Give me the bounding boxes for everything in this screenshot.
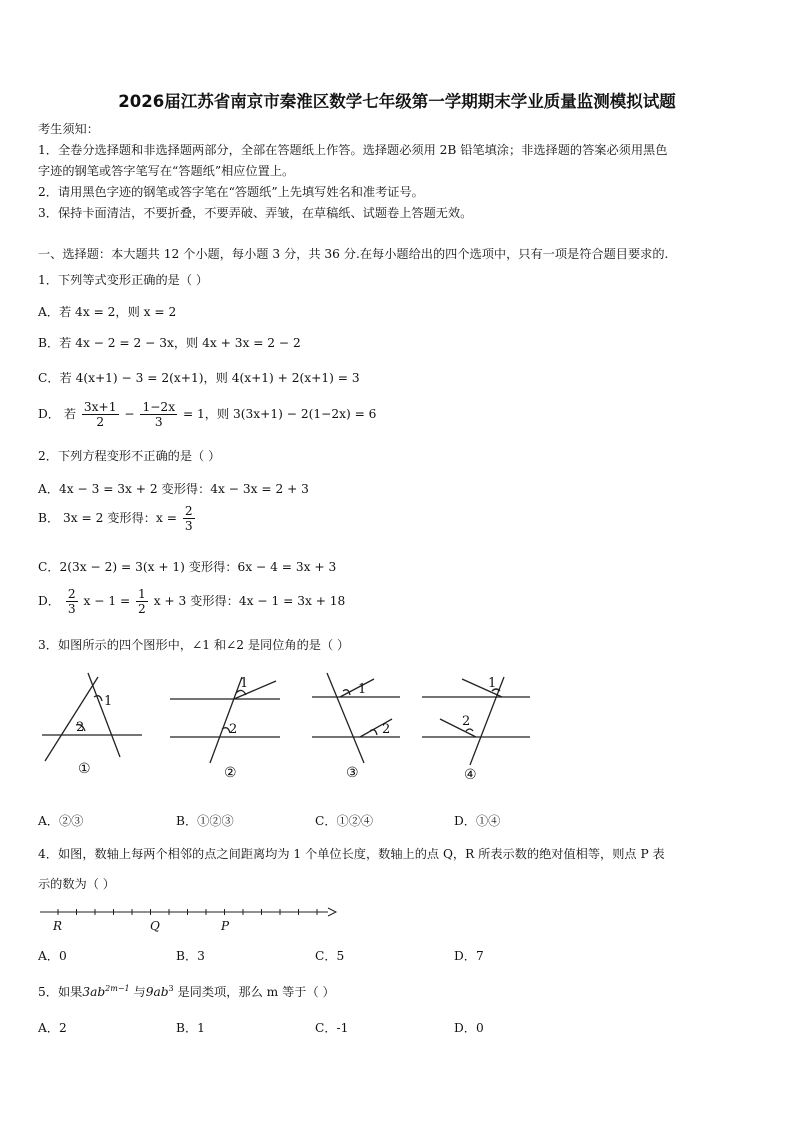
option-text: 若 4x = 2，则 x = 2 bbox=[59, 305, 177, 319]
option-text: 0 bbox=[475, 1021, 484, 1035]
question-1-stem: 1．下列等式变形正确的是（ ） bbox=[38, 273, 209, 287]
angle-arc bbox=[466, 729, 473, 731]
option-text: ①④ bbox=[475, 814, 501, 828]
q4-option-c bbox=[315, 947, 344, 964]
option-text: -1 bbox=[336, 1021, 349, 1035]
option-text: 2 bbox=[59, 1021, 67, 1035]
option-text: ②③ bbox=[59, 814, 84, 828]
angle-label: 2 bbox=[76, 720, 85, 735]
axis-arrow bbox=[328, 908, 336, 916]
angle-figures bbox=[30, 665, 550, 790]
angle-label: 2 bbox=[229, 722, 238, 737]
denominator: 2 bbox=[138, 602, 146, 617]
option-label: C． bbox=[315, 814, 337, 828]
option-label: D． bbox=[38, 594, 60, 609]
fraction bbox=[140, 400, 177, 429]
numerator: 1−2x bbox=[142, 400, 176, 414]
option-text: x − 1 = bbox=[83, 594, 131, 609]
q1-option-d bbox=[38, 400, 376, 429]
point-label-p: P bbox=[221, 919, 230, 933]
angle-label: 1 bbox=[240, 676, 249, 691]
point-label-r: R bbox=[53, 919, 63, 933]
angle-label: 2 bbox=[462, 714, 471, 729]
option-text: x + 3 变形得：4x − 1 = 3x + 18 bbox=[153, 594, 346, 609]
figure-label: ① bbox=[78, 761, 91, 777]
option-label: A． bbox=[38, 814, 59, 828]
option-text: 3 bbox=[197, 949, 205, 963]
angle-label: 1 bbox=[488, 676, 497, 691]
q1-option-a bbox=[38, 303, 176, 320]
transversal-line bbox=[210, 677, 242, 763]
q2-option-d bbox=[38, 587, 345, 616]
section-heading: 一、选择题：本大题共 12 个小题，每小题 3 分，共 36 分.在每小题给出的四个选项中，只有一项是符合题目要求的. bbox=[38, 247, 669, 261]
option-label: D． bbox=[454, 814, 476, 828]
notice-item: 字迹的钢笔或答字笔写在“答题纸”相应位置上。 bbox=[38, 164, 295, 178]
notice-item: 1．全卷分选择题和非选择题两部分，全部在答题纸上作答。选择题必须用 2B 铅笔填涂；非选择题的答案必须用黑色 bbox=[38, 143, 668, 157]
denominator: 3 bbox=[184, 519, 193, 534]
q5-option-c bbox=[315, 1019, 348, 1036]
denominator: 2 bbox=[96, 415, 105, 430]
q5-option-b bbox=[176, 1019, 205, 1036]
option-label: D． bbox=[454, 949, 476, 963]
option-text: 若 bbox=[63, 407, 77, 422]
option-label: C． bbox=[315, 949, 337, 963]
numerator: 2 bbox=[67, 587, 76, 601]
option-label: B． bbox=[176, 949, 198, 963]
q1-option-c bbox=[38, 369, 360, 386]
q4-option-a bbox=[38, 947, 67, 964]
option-text: 0 bbox=[59, 949, 67, 963]
transversal-line bbox=[45, 677, 98, 761]
q3-option-b bbox=[176, 812, 234, 829]
notice-item: 3．保持卡面清洁，不要折叠，不要弄破、弄皱，在草稿纸、试题卷上答题无效。 bbox=[38, 206, 473, 220]
stem-text: 与 bbox=[133, 985, 146, 999]
option-text: 3x = 2 变形得：x = bbox=[63, 511, 177, 526]
q4-option-b bbox=[176, 947, 205, 964]
option-text: = 1，则 3(3x+1) − 2(1−2x) = 6 bbox=[182, 407, 377, 422]
angle-label: 2 bbox=[382, 722, 391, 737]
angle-arc bbox=[370, 730, 377, 735]
option-text: 5 bbox=[336, 949, 345, 963]
q5-option-a bbox=[38, 1019, 67, 1036]
numerator: 3x+1 bbox=[83, 400, 117, 414]
figure-label: ③ bbox=[346, 765, 359, 781]
exponent: 3 bbox=[168, 983, 174, 993]
option-text: 2(3x − 2) = 3(x + 1) 变形得：6x − 4 = 3x + 3 bbox=[59, 560, 337, 574]
q5-option-d bbox=[454, 1019, 484, 1036]
option-label: B． bbox=[38, 336, 60, 350]
term: 9ab bbox=[145, 985, 169, 999]
denominator: 3 bbox=[154, 415, 163, 430]
angle-label: 1 bbox=[104, 694, 113, 709]
question-4-stem: 4．如图，数轴上每两个相邻的点之间距离均为 1 个单位长度，数轴上的点 Q，R 所表示数的绝对值相等，则点 P 表 bbox=[38, 847, 665, 861]
q1-option-b bbox=[38, 334, 301, 351]
option-text: 若 4x − 2 = 2 − 3x，则 4x + 3x = 2 − 2 bbox=[59, 336, 301, 350]
option-text: ①②④ bbox=[336, 814, 374, 828]
stem-text: 是同类项，那么 m 等于（ ） bbox=[177, 985, 335, 999]
option-label: A． bbox=[38, 482, 59, 496]
option-label: B． bbox=[38, 511, 60, 526]
notice-item: 2．请用黑色字迹的钢笔或答字笔在“答题纸”上先填写姓名和准考证号。 bbox=[38, 185, 424, 199]
option-label: C． bbox=[315, 1021, 337, 1035]
q3-option-c bbox=[315, 812, 373, 829]
question-5-stem bbox=[38, 983, 335, 1000]
option-label: A． bbox=[38, 949, 59, 963]
stem-text: 5．如果 bbox=[38, 985, 83, 999]
page-title: 2026届江苏省南京市秦淮区数学七年级第一学期期末学业质量监测模拟试题 bbox=[118, 92, 676, 111]
denominator: 3 bbox=[67, 602, 76, 617]
point-label-q: Q bbox=[150, 919, 160, 933]
q4-option-d bbox=[454, 947, 484, 964]
option-label: B． bbox=[176, 814, 198, 828]
option-label: D． bbox=[454, 1021, 476, 1035]
option-text: 1 bbox=[197, 1021, 205, 1035]
q2-option-a bbox=[38, 480, 309, 497]
question-2-stem: 2．下列方程变形不正确的是（ ） bbox=[38, 449, 221, 463]
option-text: 4x − 3 = 3x + 2 变形得：4x − 3x = 2 + 3 bbox=[59, 482, 309, 496]
question-3-stem: 3．如图所示的四个图形中，∠1 和∠2 是同位角的是（ ） bbox=[38, 638, 350, 652]
option-label: A． bbox=[38, 1021, 59, 1035]
option-text: 7 bbox=[475, 949, 484, 963]
exponent: 2m−1 bbox=[105, 983, 130, 993]
angle-label: 1 bbox=[358, 682, 367, 697]
minus-sign: − bbox=[124, 407, 135, 422]
number-line bbox=[38, 900, 343, 936]
q2-option-b bbox=[38, 504, 197, 533]
notice-heading: 考生须知： bbox=[38, 122, 99, 136]
q3-option-d bbox=[454, 812, 500, 829]
ray-line bbox=[340, 679, 374, 697]
numerator: 1 bbox=[138, 587, 146, 601]
option-text: 若 4(x+1) − 3 = 2(x+1)，则 4(x+1) + 2(x+1) = 3 bbox=[59, 371, 360, 385]
ray-line bbox=[440, 719, 476, 737]
numerator: 2 bbox=[184, 504, 193, 518]
fraction bbox=[183, 504, 195, 533]
option-label: C． bbox=[38, 371, 60, 385]
option-label: A． bbox=[38, 305, 59, 319]
figure-label: ② bbox=[224, 765, 237, 781]
term: 3ab bbox=[82, 985, 106, 999]
option-label: D． bbox=[38, 407, 60, 422]
option-label: C． bbox=[38, 560, 60, 574]
fraction bbox=[82, 400, 119, 429]
q3-option-a bbox=[38, 812, 83, 829]
fraction bbox=[66, 587, 78, 616]
question-4-stem: 示的数为（ ） bbox=[38, 877, 115, 891]
option-text: ①②③ bbox=[197, 814, 234, 828]
fraction bbox=[136, 587, 148, 616]
option-label: B． bbox=[176, 1021, 198, 1035]
figure-label: ④ bbox=[464, 767, 477, 783]
q2-option-c bbox=[38, 558, 336, 575]
